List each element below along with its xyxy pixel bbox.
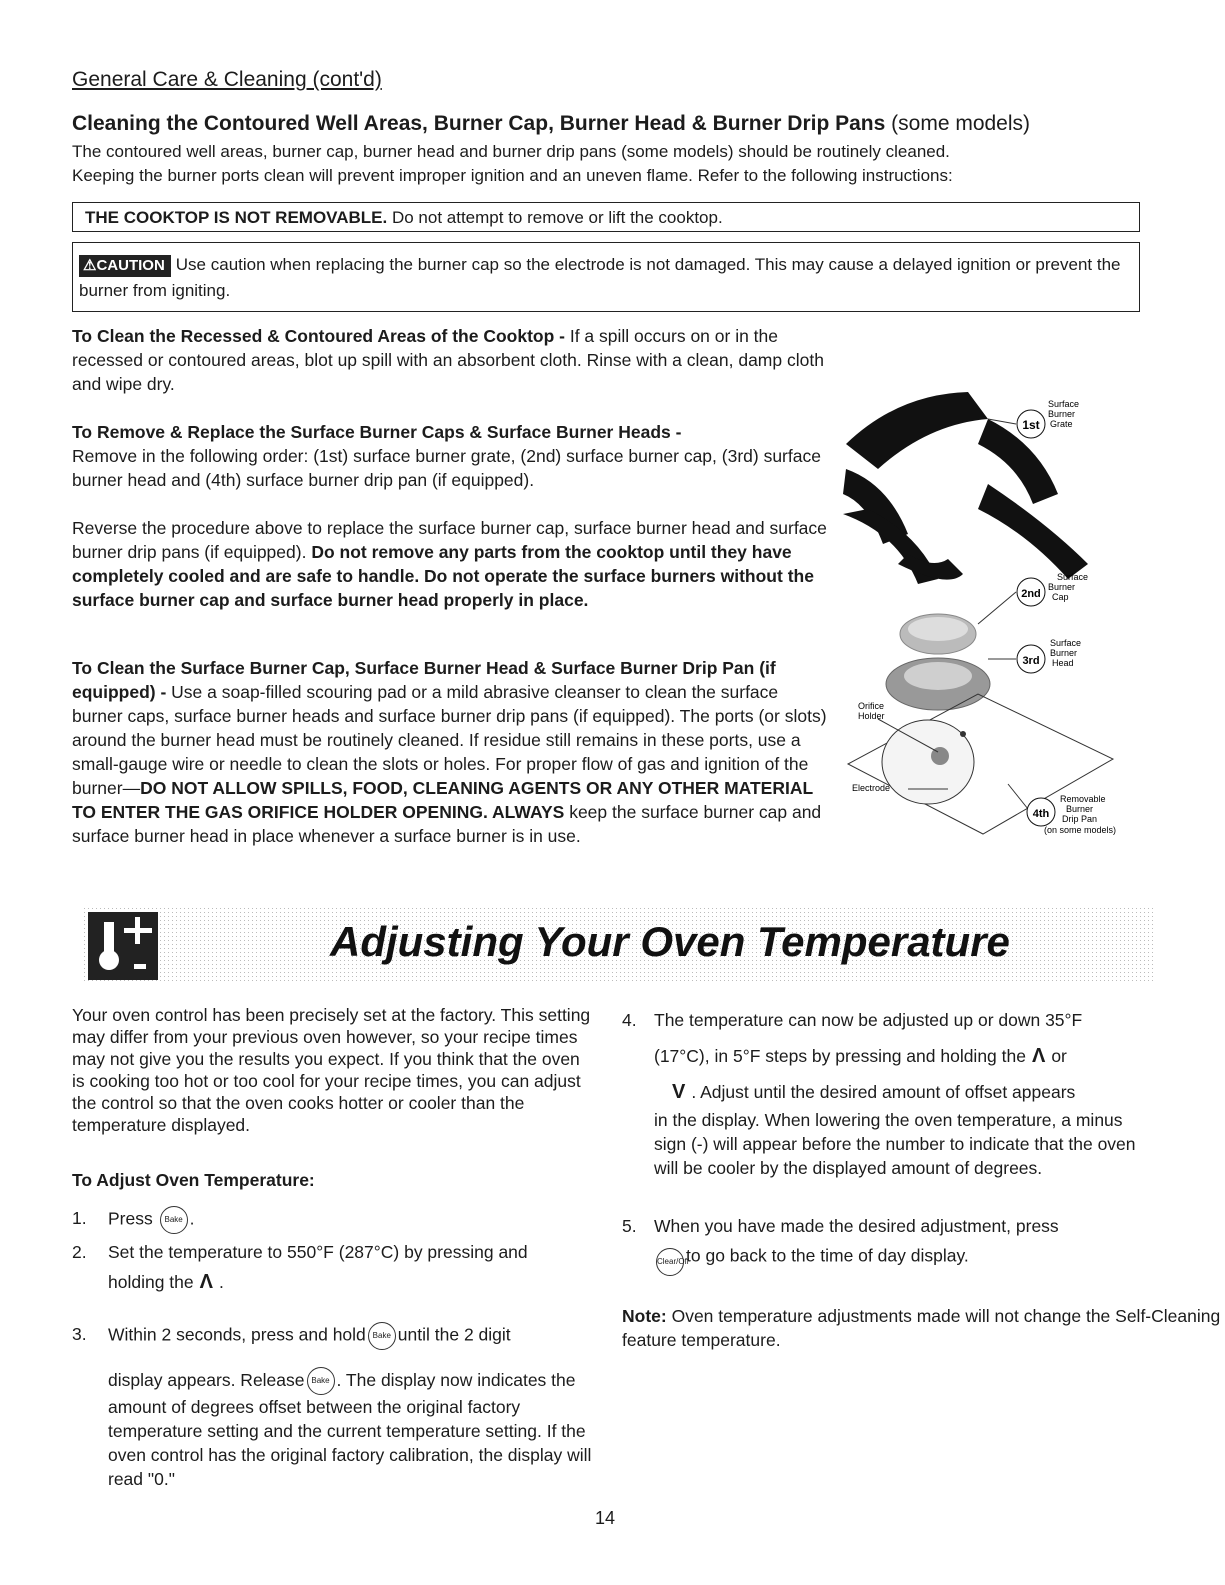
step3-callout [1017,638,1081,673]
step1-callout [1017,399,1079,438]
up-arrow-icon: Λ [1031,1045,1046,1067]
page-number: 14 [595,1508,616,1528]
step4-label-line1: Removable [1060,794,1106,804]
down-arrow-icon: V [672,1081,686,1103]
cleaning-subheading [72,112,1030,136]
step3-label-line3: Head [1052,658,1074,668]
step2-label-line2: Burner [1048,582,1076,592]
step-2-text-b: holding the [108,1272,194,1292]
step-3-text-c: display appears. Release [108,1370,305,1390]
section-heading: General Care & Cleaning (cont'd) [72,68,382,91]
cleaning-intro [72,140,1152,188]
step-4-text-a: The temperature can now be adjusted up or down 35°F [654,1010,1083,1030]
burner-head-illustration [886,658,990,710]
caution-badge [79,255,171,277]
clean-text: Use a soap-filled scouring pad or a mild abrasive cleanser to clean the surface burner caps, surface burner heads and surface burner drip pans (if equipped). The ports (or slots) around the burner head must be routinely cleaned. If residue still remains in these ports, use a small-gauge wire or needle to clean the slots or holes. For proper flow of gas and ignition of the burner— [72,682,827,798]
adjust-step-4 [622,1008,1142,1180]
caution-badge-label: CAUTION [96,257,165,274]
step1-label-line1: Surface [1048,399,1080,409]
clean-text-end: keep the surface burner cap and surface burner head in place whenever a surface burner is in use. [72,802,822,846]
burner-exploded-diagram [838,384,1158,854]
subheading-note: (some models) [885,112,1031,135]
step4-label-line2: Burner [1066,804,1094,814]
step3-badge: 3rd [1022,655,1040,667]
electrode-label: Electrode [852,783,891,793]
remove-replace-paragraph [72,420,832,492]
step-3-text-a: Within 2 seconds, press and hold [108,1324,366,1345]
oven-temperature-title: Adjusting Your Oven Temperature [330,918,1010,965]
clean-burner-paragraph [72,656,832,848]
recessed-areas-paragraph [72,324,832,396]
intro-line-1: The contoured well areas, burner cap, burner head and burner drip pans (some models) should be routinely cleaned. [72,142,950,161]
step4-label-line4: (on some models) [1044,825,1117,835]
clean-warning: DO NOT ALLOW SPILLS, FOOD, CLEANING AGENTS OR ANY OTHER MATERIAL TO ENTER THE GAS ORIFICE HOLDER OPENING. ALWAYS [72,778,813,822]
step-5-text-a: When you have made the desired adjustment, press [654,1216,1059,1236]
bake-key-icon: Bake [307,1367,335,1395]
step4-badge: 4th [1032,808,1050,820]
note-text: Oven temperature adjustments made will not change the Self-Cleaning feature temperature. [622,1306,1221,1350]
step1-label-line2: Burner [1048,409,1076,419]
cooktop-notice-bold: THE COOKTOP IS NOT REMOVABLE. [85,208,388,227]
subheading-bold: Cleaning the Contoured Well Areas, Burner Cap, Burner Head & Burner Drip Pans [72,112,886,135]
step-4-text-e: in the display. When lowering the oven temperature, a minus sign (-) will appear before the number to indicate that the oven will be cooler by the displayed amount of degrees. [654,1110,1136,1178]
step1-label-line3: Grate [1050,419,1073,429]
step2-label-line1: Surface [1057,572,1089,582]
step-5-text-b: to go back to the time of day display. [686,1245,969,1266]
step2-label-line3: Cap [1052,592,1069,602]
step-number-4: 4. [622,1010,637,1030]
step-3-text-d: . The display now indicates the amount of degrees offset between the original factory temperature setting and the current temperature setting. If the oven control has the original factory calibration, the display will read "0." [108,1370,592,1490]
orifice-label-line2: Holder [858,711,885,721]
step1-badge: 1st [1022,418,1040,432]
bake-key-icon: Bake [160,1206,188,1234]
step2-badge: 2nd [1021,588,1041,600]
remove-text: Remove in the following order: (1st) surface burner grate, (2nd) surface burner cap, (3rd) surface burner head and (4th) surface burner drip pan (if equipped). [72,446,821,490]
cooktop-notice-text: Do not attempt to remove or lift the cooktop. [387,208,723,227]
warning-triangle-icon: ⚠ [83,257,97,274]
adjust-oven-heading: To Adjust Oven Temperature: [72,1170,315,1190]
thermometer-plus-minus-icon [88,912,158,980]
caution-box [72,242,1140,312]
step-number-3: 3. [72,1324,87,1344]
step3-label-line2: Burner [1050,648,1078,658]
temperature-note [622,1304,1225,1352]
step-number-5: 5. [622,1216,637,1236]
adjust-step-2: 2. Set the temperature to 550°F (287°C) by pressing and holding the Λ . [72,1242,528,1293]
step-number-1: 1. [72,1208,87,1228]
cooktop-notice-box [72,202,1140,232]
burner-cap-illustration [900,614,976,654]
recessed-text: If a spill occurs on or in the recessed or contoured areas, blot up spill with an absorbent cloth. Rinse with a clean, damp cloth and wipe dry. [72,326,824,394]
clean-heading: To Clean the Surface Burner Cap, Surface Burner Head & Surface Burner Drip Pan (if equipped) - [72,658,776,702]
adjust-step-1: 1. Press Bake . [72,1206,592,1234]
step4-callout [1027,794,1116,835]
orifice-label-line1: Orifice [858,701,885,711]
caution-text: Use caution when replacing the burner cap so the electrode is not damaged. This may cause a delayed ignition or prevent the burner from igniting. [79,255,1121,300]
step-2-text-a: Set the temperature to 550°F (287°C) by pressing and [108,1242,528,1262]
intro-line-2: Keeping the burner ports clean will prevent improper ignition and an uneven flame. Refer to the following instructions: [72,166,953,185]
step-1-text: Press [108,1208,153,1229]
up-arrow-icon: Λ [199,1271,213,1293]
step3-label-line1: Surface [1050,638,1082,648]
step-4-text-b: (17°C), in 5°F steps by pressing and holding the [654,1046,1026,1066]
step-4-text-c: or [1051,1046,1067,1066]
step-3-text-b: until the 2 digit [397,1324,511,1345]
step2-callout [1017,572,1088,606]
step4-label-line3: Drip Pan [1062,814,1098,824]
reverse-procedure-paragraph [72,516,832,612]
bake-key-icon: Bake [368,1322,396,1350]
remove-heading: To Remove & Replace the Surface Burner Caps & Surface Burner Heads - [72,422,682,442]
adjust-step-3 [72,1322,592,1491]
oven-adjust-intro: Your oven control has been precisely set at the factory. This setting may differ from your previous oven however, so your recipe times may not give you the results you expect. If you think that the oven is cooking too hot or too cool for your recipe times, you can adjust the control so that the oven cooks hotter or cooler than the temperature displayed. [72,1005,591,1135]
recessed-heading: To Clean the Recessed & Contoured Areas of the Cooktop - [72,326,565,346]
note-label: Note: [622,1306,667,1326]
reverse-text: Reverse the procedure above to replace the surface burner cap, surface burner head and surface burner drip pans (if equipped). [72,518,827,562]
reverse-warning: Do not remove any parts from the cooktop until they have completely cooled and are safe to handle. Do not operate the surface burners without the surface burner cap and surface burner head properly in place. [72,542,814,610]
clear-off-key-icon: Clear/Off [656,1248,684,1276]
step-4-text-d: . Adjust until the desired amount of offset appears [691,1082,1076,1102]
adjust-step-5 [622,1214,1142,1276]
step-number-2: 2. [72,1242,87,1262]
